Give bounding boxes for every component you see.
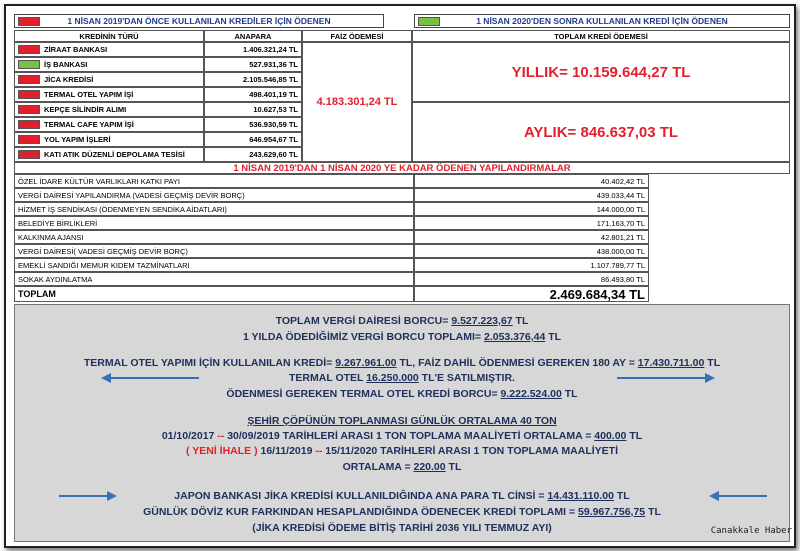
restructuring-value: 42.801,21 TL (600, 232, 645, 242)
note-dash: -- (217, 430, 225, 442)
arrow-left-icon (709, 490, 769, 502)
notes-panel (14, 304, 790, 542)
note-text: TL (512, 315, 529, 327)
swatch-icon (18, 120, 40, 129)
note-tag: ( YENİ İHALE ) (186, 445, 258, 457)
restructuring-label: BELEDİYE BİRLİKLERİ (18, 218, 98, 228)
loan-name: TERMAL OTEL YAPIM İŞİ (44, 90, 134, 99)
col-total-label: TOPLAM KREDİ ÖDEMESİ (554, 31, 648, 41)
note-text: 1 YILDA ÖDEDİĞİMİZ VERGİ BORCU TOPLAMI= (242, 331, 484, 343)
col-type-label: KREDİNİN TÜRÜ (79, 31, 139, 41)
restructuring-row (14, 258, 414, 272)
note-text: TL (626, 430, 643, 442)
loan-name: İŞ BANKASI (44, 60, 88, 69)
restructuring-total-row (14, 286, 414, 302)
restructuring-row (14, 216, 414, 230)
restructuring-label: VERGİ DAİRESİ( VADESİ GEÇMİŞ DEVİR BORÇ) (18, 246, 188, 256)
restructuring-row (14, 230, 414, 244)
restructuring-value-cell (414, 188, 649, 202)
header-right (414, 14, 790, 28)
col-type-header (14, 30, 204, 42)
total-value: 2.469.684,34 TL (549, 286, 645, 302)
loan-row (14, 57, 204, 72)
restructuring-label: SOKAK AYDINLATMA (18, 274, 93, 284)
note-dash: -- (315, 445, 323, 457)
swatch-icon (18, 135, 40, 144)
document-frame (4, 4, 796, 548)
header-left (14, 14, 384, 28)
loan-amount (204, 57, 302, 72)
restructuring-value: 144.000,00 TL (596, 204, 645, 214)
loan-name: ZİRAAT BANKASI (44, 45, 108, 54)
loan-amount-value: 536.930,59 TL (249, 120, 298, 129)
loan-name: JİCA KREDİSİ (44, 75, 94, 84)
note-text: TL (613, 490, 630, 502)
note-line (15, 445, 789, 457)
note-value: 220.00 (413, 461, 446, 473)
note-line (15, 522, 789, 534)
note-value: 59.967.756,75 (578, 506, 646, 518)
note-text: TERMAL OTEL YAPIMI İÇİN KULLANILAN KREDİ= (83, 357, 336, 369)
loan-row (14, 147, 204, 162)
note-line (15, 430, 789, 442)
swatch-icon (18, 90, 40, 99)
arrow-right-icon (615, 372, 715, 384)
note-text: ŞEHİR ÇÖPÜNÜN TOPLANMASI GÜNLÜK ORTALAMA 40 TON (247, 415, 557, 427)
restructuring-row (14, 244, 414, 258)
loan-amount (204, 102, 302, 117)
note-text: TL (545, 331, 562, 343)
total-label: TOPLAM (18, 289, 56, 299)
restructuring-row (14, 188, 414, 202)
note-text: TL (561, 388, 578, 400)
restructuring-title: 1 NİSAN 2019'DAN 1 NİSAN 2020 YE KADAR ÖDENEN YAPILANDIRMALAR (233, 162, 571, 174)
restructuring-value: 439.033,44 TL (596, 190, 645, 200)
note-value: 9.267.961.00 (335, 357, 397, 369)
loan-amount (204, 42, 302, 57)
note-line (15, 490, 789, 502)
col-interest-label: FAİZ ÖDEMESİ (330, 31, 384, 41)
note-text: (JİKA KREDİSİ ÖDEME BİTİŞ TARİHİ 2036 YILI TEMMUZ AYI) (252, 522, 552, 534)
restructuring-value-cell (414, 244, 649, 258)
loan-amount-value: 527.931,36 TL (249, 60, 298, 69)
note-text: 30/09/2019 TARİHLERİ ARASI 1 TON TOPLAMA MAALİYETİ ORTALAMA = (224, 430, 595, 442)
yearly-cell (412, 42, 790, 102)
note-text: TL (445, 461, 462, 473)
loan-row (14, 132, 204, 147)
note-text: TERMAL OTEL (289, 372, 367, 384)
note-value: 9.222.524.00 (500, 388, 562, 400)
restructuring-label: VERGİ DAİRESİ YAPILANDIRMA (VADESİ GEÇMİŞ DEVİR BORÇ) (18, 190, 245, 200)
restructuring-row (14, 174, 414, 188)
restructuring-value-cell (414, 230, 649, 244)
note-value: 2.053.376,44 (483, 331, 546, 343)
restructuring-value-cell (414, 174, 649, 188)
restructuring-value: 40.402,42 TL (600, 176, 645, 186)
loan-row (14, 87, 204, 102)
loan-name: YOL YAPIM İŞLERİ (44, 135, 111, 144)
loan-row (14, 117, 204, 132)
note-text: 01/10/2017 (161, 430, 218, 442)
loan-amount (204, 147, 302, 162)
swatch-icon (18, 150, 40, 159)
note-value: 400.00 (594, 430, 627, 442)
loan-amount (204, 72, 302, 87)
note-text: TL (704, 357, 721, 369)
note-value: 17.430.711.00 (637, 357, 705, 369)
col-total-header (412, 30, 790, 42)
loan-row (14, 72, 204, 87)
restructuring-value-cell (414, 258, 649, 272)
note-line (15, 388, 789, 400)
note-text: TL (645, 506, 661, 518)
col-amount-header (204, 30, 302, 42)
header-left-title: 1 NİSAN 2019'DAN ÖNCE KULLANILAN KREDİLER İÇİN ÖDENEN (67, 16, 331, 26)
col-interest-header (302, 30, 412, 42)
loan-amount-value: 243.629,60 TL (249, 150, 298, 159)
restructuring-label: HİZMET İŞ SENDİKASI (ÖDENMEYEN SENDİKA AİDATLARI) (18, 204, 227, 214)
watermark: Canakkale Haber (710, 526, 792, 536)
note-text: 16/11/2019 (257, 445, 316, 457)
note-text: TOPLAM VERGİ DAİRESİ BORCU= (275, 315, 452, 327)
loan-amount-value: 646.954,67 TL (249, 135, 298, 144)
note-text: TL'E SATILMIŞTIR. (418, 372, 515, 384)
note-line (15, 415, 789, 427)
note-text: ORTALAMA = (342, 461, 414, 473)
loan-amount-value: 2.105.546,85 TL (242, 75, 298, 84)
loan-name: KATI ATIK DÜZENLİ DEPOLAMA TESİSİ (44, 150, 185, 159)
loan-amount-value: 10.627,53 TL (253, 105, 298, 114)
interest-total: 4.183.301,24 TL (316, 96, 398, 108)
note-value: 14.431.110.00 (547, 490, 614, 502)
note-line (15, 331, 789, 343)
restructuring-value: 438.000,00 TL (596, 246, 645, 256)
swatch-icon (18, 45, 40, 54)
header-right-title: 1 NİSAN 2020'DEN SONRA KULLANILAN KREDİ İÇİN ÖDENEN (476, 16, 728, 26)
swatch-icon (18, 75, 40, 84)
note-value: 16.250.000 (366, 372, 419, 384)
loan-name: KEPÇE SİLİNDİR ALIMI (44, 105, 127, 114)
monthly-cell (412, 102, 790, 162)
loan-row (14, 102, 204, 117)
restructuring-value: 171.163,70 TL (596, 218, 645, 228)
loan-row (14, 42, 204, 57)
restructuring-value-cell (414, 216, 649, 230)
restructuring-row (14, 202, 414, 216)
restructuring-value: 1.107.789,77 TL (590, 260, 645, 270)
restructuring-row (14, 272, 414, 286)
restructuring-value-cell (414, 272, 649, 286)
note-text: TL, FAİZ DAHİL ÖDENMESİ GEREKEN 180 AY = (396, 357, 638, 369)
restructuring-value: 86.493,80 TL (600, 274, 645, 284)
note-text: 15/11/2020 TARİHLERİ ARASI 1 TON TOPLAMA MAALİYETİ (322, 445, 618, 457)
interest-total-cell (302, 42, 412, 162)
note-value: 9.527.223,67 (451, 315, 513, 327)
col-amount-label: ANAPARA (234, 31, 272, 41)
note-line (15, 357, 789, 369)
note-line (15, 315, 789, 327)
swatch-icon (18, 60, 40, 69)
restructuring-value-cell (414, 202, 649, 216)
restructuring-label: EMEKLİ SANDIĞI MEMUR KIDEM TAZMİNATLARI (18, 260, 190, 270)
green-swatch-icon (418, 17, 440, 26)
swatch-icon (18, 105, 40, 114)
monthly-total: AYLIK= 846.637,03 TL (523, 123, 679, 141)
loan-amount-value: 1.406.321,24 TL (242, 45, 298, 54)
loan-amount-value: 498.401,19 TL (249, 90, 298, 99)
yearly-total: YILLIK= 10.159.644,27 TL (511, 63, 691, 81)
note-line (15, 461, 789, 473)
note-text: ÖDENMESİ GEREKEN TERMAL OTEL KREDİ BORCU= (226, 388, 501, 400)
loan-name: TERMAL CAFE YAPIM İŞİ (44, 120, 134, 129)
note-line (15, 506, 789, 518)
note-text: JAPON BANKASI JİKA KREDİSİ KULLANILDIĞINDA ANA PARA TL CİNSİ = (174, 490, 548, 502)
restructuring-label: KALKINMA AJANSI (18, 232, 84, 242)
restructuring-total-cell (414, 286, 649, 302)
loan-amount (204, 132, 302, 147)
loan-amount (204, 117, 302, 132)
restructuring-title-row (14, 162, 790, 174)
restructuring-label: ÖZEL İDARE KÜLTÜR VARLIKLARI KATKI PAYI (18, 176, 180, 186)
red-swatch-icon (18, 17, 40, 26)
loan-amount (204, 87, 302, 102)
note-text: GÜNLÜK DÖVİZ KUR FARKINDAN HESAPLANDIĞINDA ÖDENECEK KREDİ TOPLAMI = (143, 506, 578, 518)
